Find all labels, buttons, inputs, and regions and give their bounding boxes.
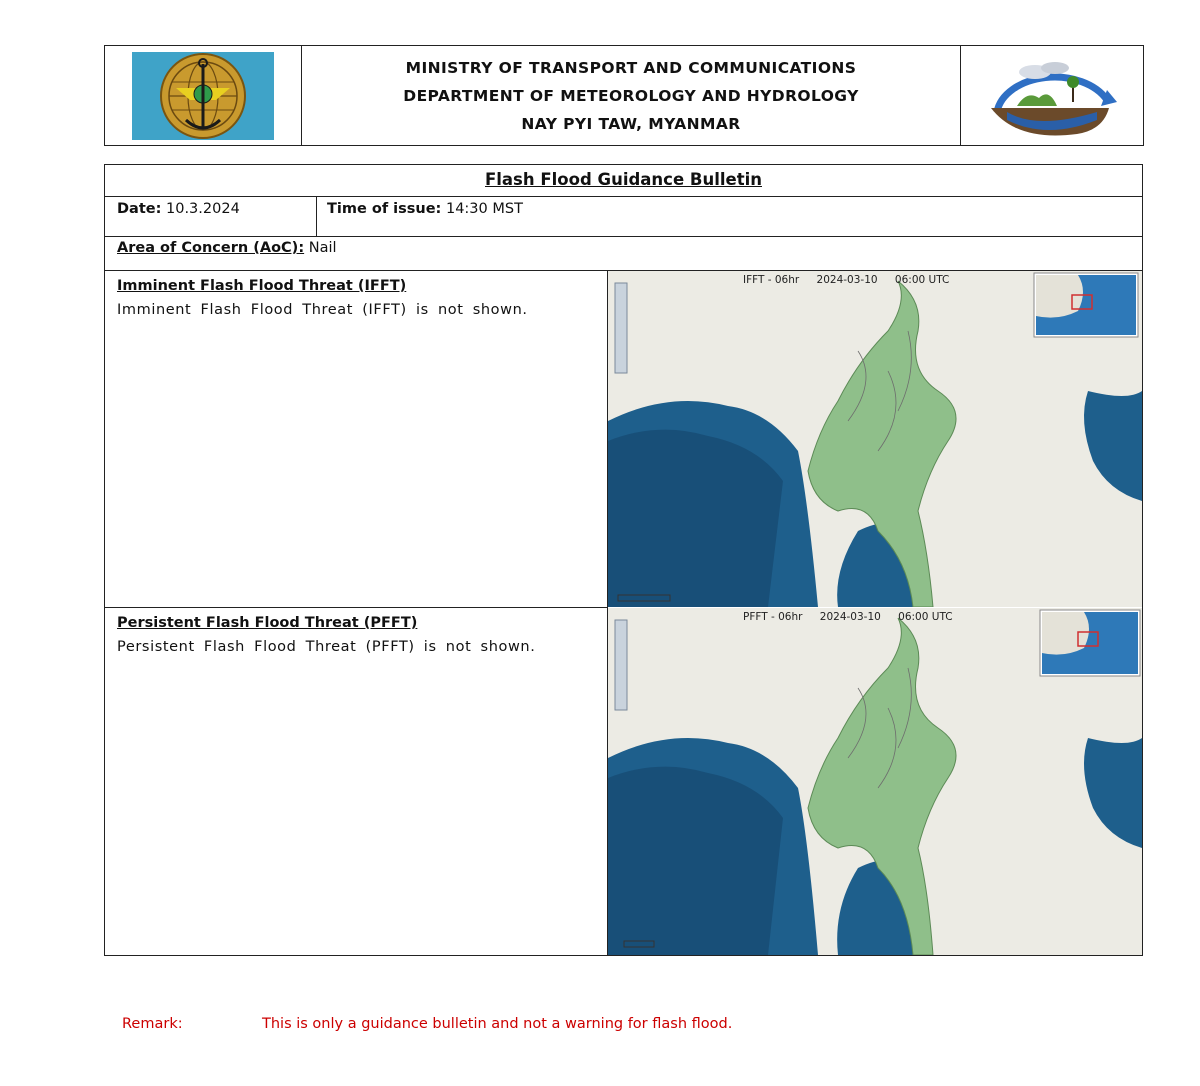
bulletin-table xyxy=(104,164,1143,956)
pfft-map-caption xyxy=(743,611,967,623)
date-value: 10.3.2024 xyxy=(166,201,240,217)
pfft-map-image xyxy=(608,608,1142,955)
date-cell xyxy=(105,197,317,236)
pfft-body: Persistent Flash Flood Threat (PFFT) is not shown. xyxy=(117,639,536,655)
time-value: 14:30 MST xyxy=(445,201,523,217)
letterhead xyxy=(104,45,1144,146)
hydrological-cycle-icon xyxy=(977,50,1127,142)
ifft-map-product: IFFT - 06hr xyxy=(743,274,800,286)
pfft-map xyxy=(608,608,1142,955)
pfft-map-time: 06:00 UTC xyxy=(898,611,953,623)
ministry-logo-cell xyxy=(105,46,302,145)
ifft-map-image xyxy=(608,271,1142,607)
pfft-heading: Persistent Flash Flood Threat (PFFT) xyxy=(117,615,418,631)
ministry-emblem-icon xyxy=(128,50,278,142)
bulletin-title: Flash Flood Guidance Bulletin xyxy=(105,165,1142,197)
remark-text: This is only a guidance bulletin and not a warning for flash flood. xyxy=(262,1016,733,1032)
time-cell xyxy=(317,197,1142,236)
letterhead-title xyxy=(302,46,960,145)
ifft-map xyxy=(608,271,1142,607)
department-location: NAY PYI TAW, MYANMAR xyxy=(521,114,741,133)
department-logo-cell xyxy=(960,46,1143,145)
ifft-section xyxy=(105,271,608,608)
issue-info-row xyxy=(105,197,1142,237)
time-label: Time of issue: xyxy=(327,201,442,217)
pfft-section xyxy=(105,608,608,955)
area-of-concern-row xyxy=(105,237,1142,271)
remark-label: Remark: xyxy=(122,1016,183,1032)
aoc-value: Nail xyxy=(308,240,337,256)
pfft-map-product: PFFT - 06hr xyxy=(743,611,803,623)
ifft-body: Imminent Flash Flood Threat (IFFT) is not shown. xyxy=(117,302,528,318)
date-label: Date: xyxy=(117,201,162,217)
ifft-heading: Imminent Flash Flood Threat (IFFT) xyxy=(117,278,407,294)
ministry-name: MINISTRY OF TRANSPORT AND COMMUNICATIONS xyxy=(405,58,857,77)
remark-line xyxy=(122,1016,732,1032)
aoc-label: Area of Concern (AoC): xyxy=(117,240,305,256)
ifft-map-time: 06:00 UTC xyxy=(894,274,950,286)
ifft-map-caption xyxy=(743,274,963,286)
pfft-map-date: 2024-03-10 xyxy=(819,611,881,623)
ifft-map-date: 2024-03-10 xyxy=(816,274,878,286)
department-name: DEPARTMENT OF METEOROLOGY AND HYDROLOGY xyxy=(403,86,859,105)
